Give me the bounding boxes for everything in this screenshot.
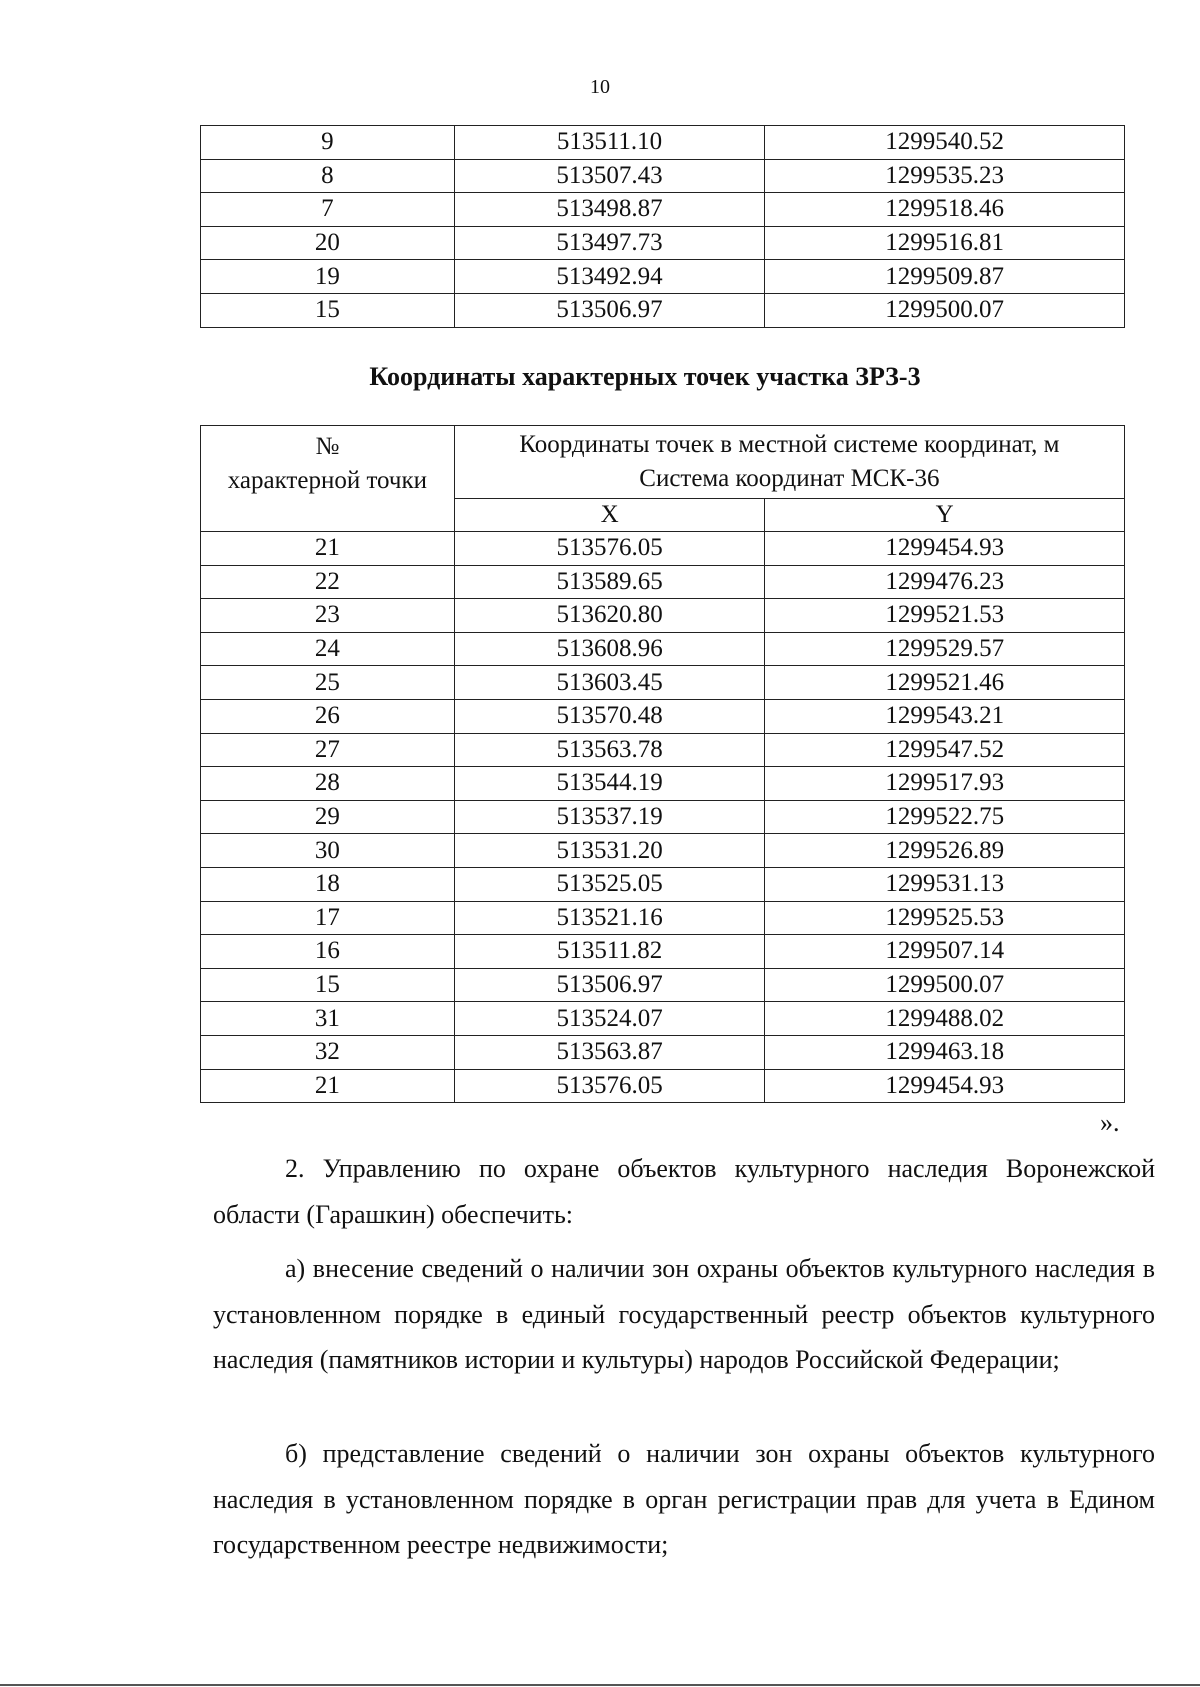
paragraph-text: б) представление сведений о наличии зон охраны объектов культурного наследия в установленном порядке в орган регистрации прав для учета в Едином государственном реестре недвижимости;: [213, 1439, 1155, 1559]
cell-x: 513563.87: [454, 1035, 765, 1069]
cell-y: 1299476.23: [765, 565, 1125, 599]
cell-x: 513570.48: [454, 699, 765, 733]
cell-x: 513531.20: [454, 834, 765, 868]
cell-point-number: 24: [201, 632, 455, 666]
cell-y: 1299526.89: [765, 834, 1125, 868]
table-row: [201, 968, 1125, 1002]
cell-x: 513524.07: [454, 1002, 765, 1036]
cell-point-number: 30: [201, 834, 455, 868]
table-header: [201, 426, 1125, 532]
cell-point-number: 8: [201, 159, 455, 193]
coordinates-table-continued: [200, 125, 1125, 328]
cell-y: 1299454.93: [765, 532, 1125, 566]
page-number: 10: [590, 76, 610, 98]
cell-x: 513506.97: [454, 293, 765, 327]
table-row: [201, 800, 1125, 834]
coordinates-table-zrz3: [200, 425, 1125, 1103]
cell-y: 1299518.46: [765, 193, 1125, 227]
cell-y: 1299521.46: [765, 666, 1125, 700]
paragraph-text: 2. Управлению по охране объектов культурного наследия Воронежской области (Гарашкин) обеспечить:: [213, 1154, 1155, 1229]
cell-y: 1299500.07: [765, 968, 1125, 1002]
header-x: X: [454, 499, 765, 532]
cell-y: 1299522.75: [765, 800, 1125, 834]
table-row: [201, 834, 1125, 868]
cell-x: 513511.82: [454, 935, 765, 969]
table-row: [201, 293, 1125, 327]
cell-point-number: 16: [201, 935, 455, 969]
cell-point-number: 7: [201, 193, 455, 227]
cell-point-number: 25: [201, 666, 455, 700]
cell-point-number: 21: [201, 1069, 455, 1103]
cell-point-number: 31: [201, 1002, 455, 1036]
cell-point-number: 21: [201, 532, 455, 566]
cell-y: 1299509.87: [765, 260, 1125, 294]
table-row: [201, 935, 1125, 969]
paragraph-text: а) внесение сведений о наличии зон охраны объектов культурного наследия в установленном порядке в единый государственный реестр объектов культурного наследия (памятников истории и культуры) народов Российской Федерации;: [213, 1254, 1155, 1374]
cell-y: 1299500.07: [765, 293, 1125, 327]
header-y: Y: [765, 499, 1125, 532]
cell-x: 513497.73: [454, 226, 765, 260]
cell-y: 1299488.02: [765, 1002, 1125, 1036]
cell-x: 513498.87: [454, 193, 765, 227]
cell-x: 513563.78: [454, 733, 765, 767]
cell-x: 513525.05: [454, 867, 765, 901]
table-body: [201, 532, 1125, 1103]
table-row: [201, 666, 1125, 700]
cell-x: 513511.10: [454, 126, 765, 160]
cell-y: 1299543.21: [765, 699, 1125, 733]
cell-x: 513589.65: [454, 565, 765, 599]
cell-y: 1299454.93: [765, 1069, 1125, 1103]
cell-x: 513620.80: [454, 599, 765, 633]
cell-point-number: 23: [201, 599, 455, 633]
table-row: [201, 699, 1125, 733]
cell-y: 1299517.93: [765, 767, 1125, 801]
header-point-number: [201, 426, 455, 532]
cell-x: 513507.43: [454, 159, 765, 193]
cell-y: 1299540.52: [765, 126, 1125, 160]
cell-y: 1299529.57: [765, 632, 1125, 666]
cell-x: 513603.45: [454, 666, 765, 700]
bottom-rule: [0, 1684, 1200, 1686]
closing-quote: ».: [1100, 1108, 1120, 1137]
cell-y: 1299525.53: [765, 901, 1125, 935]
cell-y: 1299535.23: [765, 159, 1125, 193]
table-row: [201, 193, 1125, 227]
cell-y: 1299507.14: [765, 935, 1125, 969]
cell-x: 513608.96: [454, 632, 765, 666]
cell-point-number: 22: [201, 565, 455, 599]
cell-x: 513576.05: [454, 1069, 765, 1103]
cell-y: 1299463.18: [765, 1035, 1125, 1069]
header-num-line1: №: [315, 433, 340, 460]
cell-point-number: 29: [201, 800, 455, 834]
cell-point-number: 27: [201, 733, 455, 767]
cell-y: 1299531.13: [765, 867, 1125, 901]
cell-point-number: 19: [201, 260, 455, 294]
cell-point-number: 15: [201, 293, 455, 327]
header-coordinates: [454, 426, 1124, 499]
table-row: [201, 1035, 1125, 1069]
header-coords-line2: Система координат МСК-36: [639, 465, 940, 492]
table-row: [201, 532, 1125, 566]
table-row: [201, 260, 1125, 294]
table-row: [201, 901, 1125, 935]
cell-y: 1299516.81: [765, 226, 1125, 260]
table-row: [201, 767, 1125, 801]
cell-point-number: 9: [201, 126, 455, 160]
cell-point-number: 32: [201, 1035, 455, 1069]
section-title: Координаты характерных точек участка ЗРЗ-3: [369, 362, 921, 391]
cell-x: 513544.19: [454, 767, 765, 801]
header-num-line2: характерной точки: [227, 467, 428, 494]
paragraph-a: [213, 1246, 1155, 1383]
cell-point-number: 15: [201, 968, 455, 1002]
paragraph-2: [213, 1146, 1155, 1237]
cell-point-number: 26: [201, 699, 455, 733]
cell-x: 513521.16: [454, 901, 765, 935]
table-body: [201, 126, 1125, 328]
table-row: [201, 126, 1125, 160]
cell-y: 1299547.52: [765, 733, 1125, 767]
header-coords-line1: Координаты точек в местной системе координат, м: [519, 431, 1060, 458]
cell-x: 513492.94: [454, 260, 765, 294]
table-row: [201, 565, 1125, 599]
table-row: [201, 1002, 1125, 1036]
table-row: [201, 632, 1125, 666]
table-row: [201, 226, 1125, 260]
cell-point-number: 28: [201, 767, 455, 801]
cell-point-number: 17: [201, 901, 455, 935]
paragraph-b: [213, 1431, 1155, 1568]
cell-x: 513506.97: [454, 968, 765, 1002]
table-row: [201, 867, 1125, 901]
cell-x: 513537.19: [454, 800, 765, 834]
cell-point-number: 18: [201, 867, 455, 901]
cell-x: 513576.05: [454, 532, 765, 566]
table-row: [201, 159, 1125, 193]
cell-point-number: 20: [201, 226, 455, 260]
table-row: [201, 599, 1125, 633]
cell-y: 1299521.53: [765, 599, 1125, 633]
table-row: [201, 1069, 1125, 1103]
table-row: [201, 733, 1125, 767]
